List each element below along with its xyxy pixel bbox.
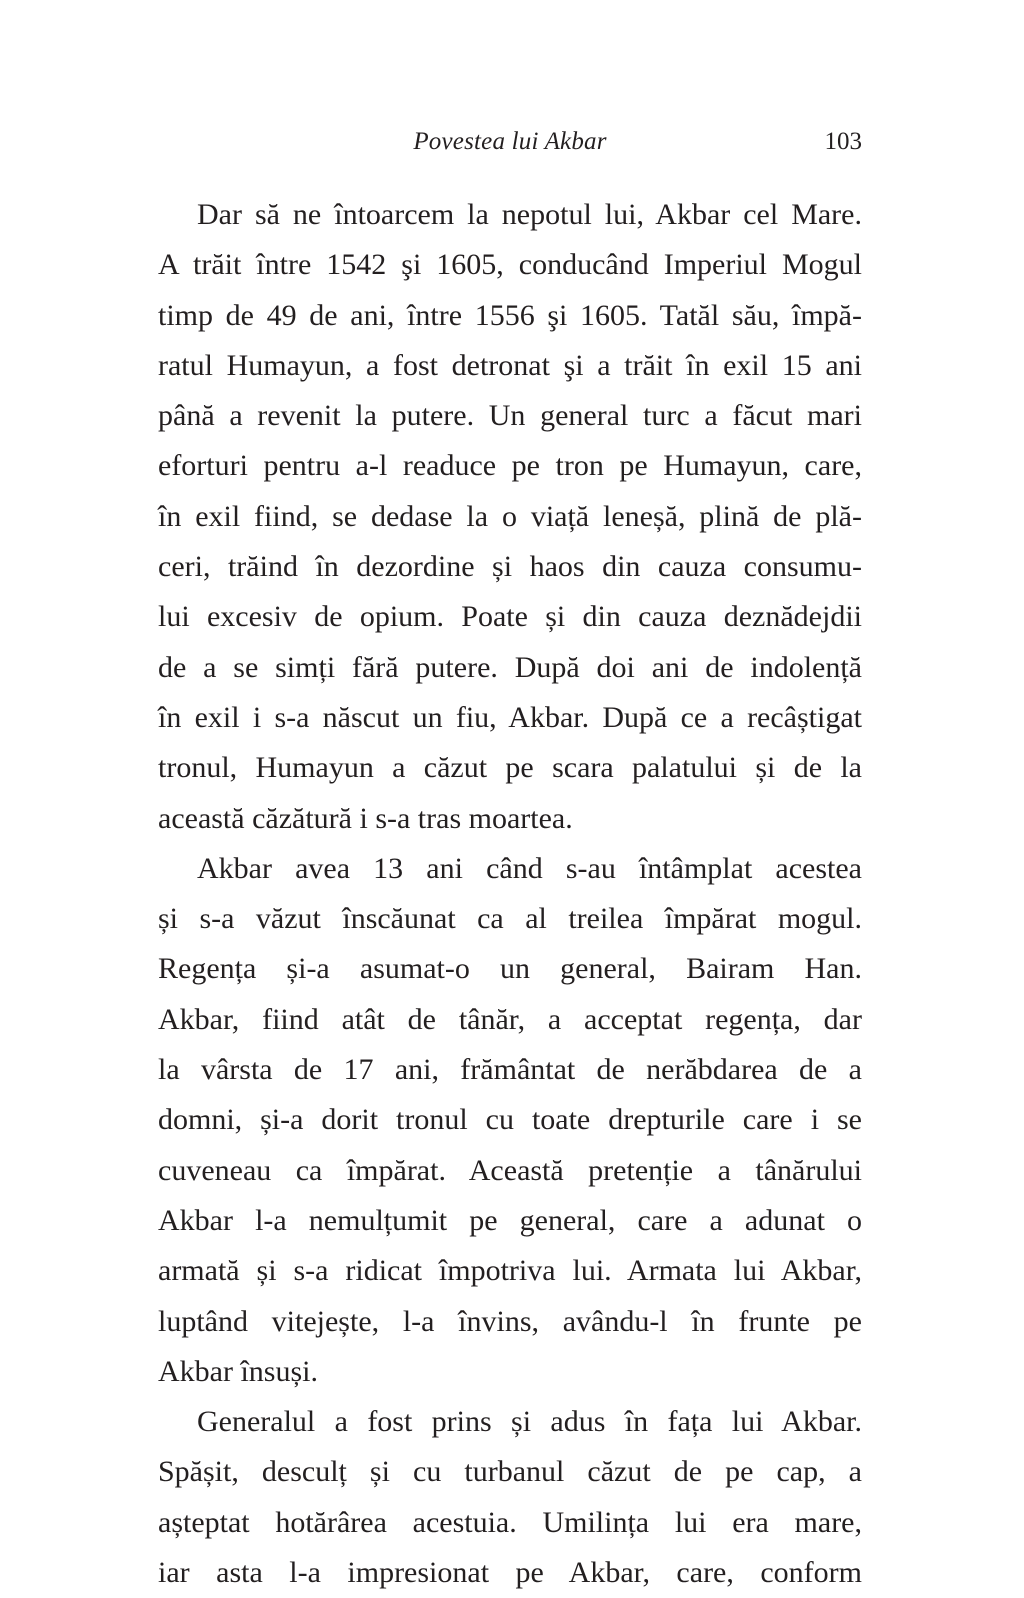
text-line: această căzătură i s-a tras moartea. (158, 801, 573, 835)
page-number: 103 (824, 128, 862, 155)
text-line: eforturi pentru a-l readuce pe tron pe Humayun, care, (158, 449, 862, 483)
paragraph-1 (158, 190, 862, 844)
text-line: până a revenit la putere. Un general turc a făcut mari (158, 399, 862, 433)
text-line: A trăit între 1542 şi 1605, conducând Imperiul Mogul (158, 248, 862, 282)
text-line: Generalul a fost prins și adus în fața lui Akbar. (197, 1405, 862, 1439)
running-header (158, 122, 862, 162)
text-line: Akbar avea 13 ani când s-au întâmplat acestea (197, 851, 862, 885)
text-line: în exil fiind, se dedase la o viață leneșă, plină de plă- (158, 499, 862, 533)
paragraph-2 (158, 844, 862, 1397)
text-line: armată și s-a ridicat împotriva lui. Armata lui Akbar, (158, 1254, 862, 1288)
text-line: ratul Humayun, a fost detronat şi a trăit în exil 15 ani (158, 348, 862, 382)
text-line: lui excesiv de opium. Poate și din cauza deznădejdii (158, 600, 862, 634)
text-line: Dar să ne întoarcem la nepotul lui, Akbar cel Mare. (197, 198, 862, 231)
text-line: Akbar însuși. (158, 1354, 318, 1388)
text-line: Akbar l-a nemulțumit pe general, care a adunat o (158, 1203, 862, 1237)
text-line: tronul, Humayun a căzut pe scara palatului și de la (158, 751, 862, 785)
text-line: timp de 49 de ani, între 1556 şi 1605. Tatăl său, împă- (158, 298, 862, 332)
text-line: la vârsta de 17 ani, frământat de nerăbdarea de a (158, 1053, 862, 1087)
text-line: luptând vitejește, l-a învins, avându-l în frunte pe (158, 1304, 862, 1338)
text-line: în exil i s-a născut un fiu, Akbar. După ce a recâștigat (158, 700, 862, 734)
text-line: Regența și-a asumat-o un general, Bairam Han. (158, 952, 862, 986)
running-title: Povestea lui Akbar (413, 128, 607, 155)
body-text (158, 190, 862, 1598)
text-line: cuveneau ca împărat. Această pretenție a tânărului (158, 1153, 862, 1187)
text-line: Spășit, desculț și cu turbanul căzut de pe cap, a (158, 1455, 862, 1489)
text-line: domni, și-a dorit tronul cu toate drepturile care i se (158, 1103, 862, 1137)
paragraph-3 (158, 1397, 862, 1598)
text-line: ceri, trăind în dezordine și haos din cauza consumu- (158, 550, 862, 584)
text-line: așteptat hotărârea acestuia. Umilința lui era mare, (158, 1505, 862, 1539)
text-line: Akbar, fiind atât de tânăr, a acceptat regența, dar (158, 1002, 862, 1036)
text-line: și s-a văzut înscăunat ca al treilea împărat mogul. (158, 902, 862, 936)
text-line: iar asta l-a impresionat pe Akbar, care, conform (158, 1556, 862, 1590)
text-line: de a se simți fără putere. După doi ani de indolență (158, 650, 862, 684)
